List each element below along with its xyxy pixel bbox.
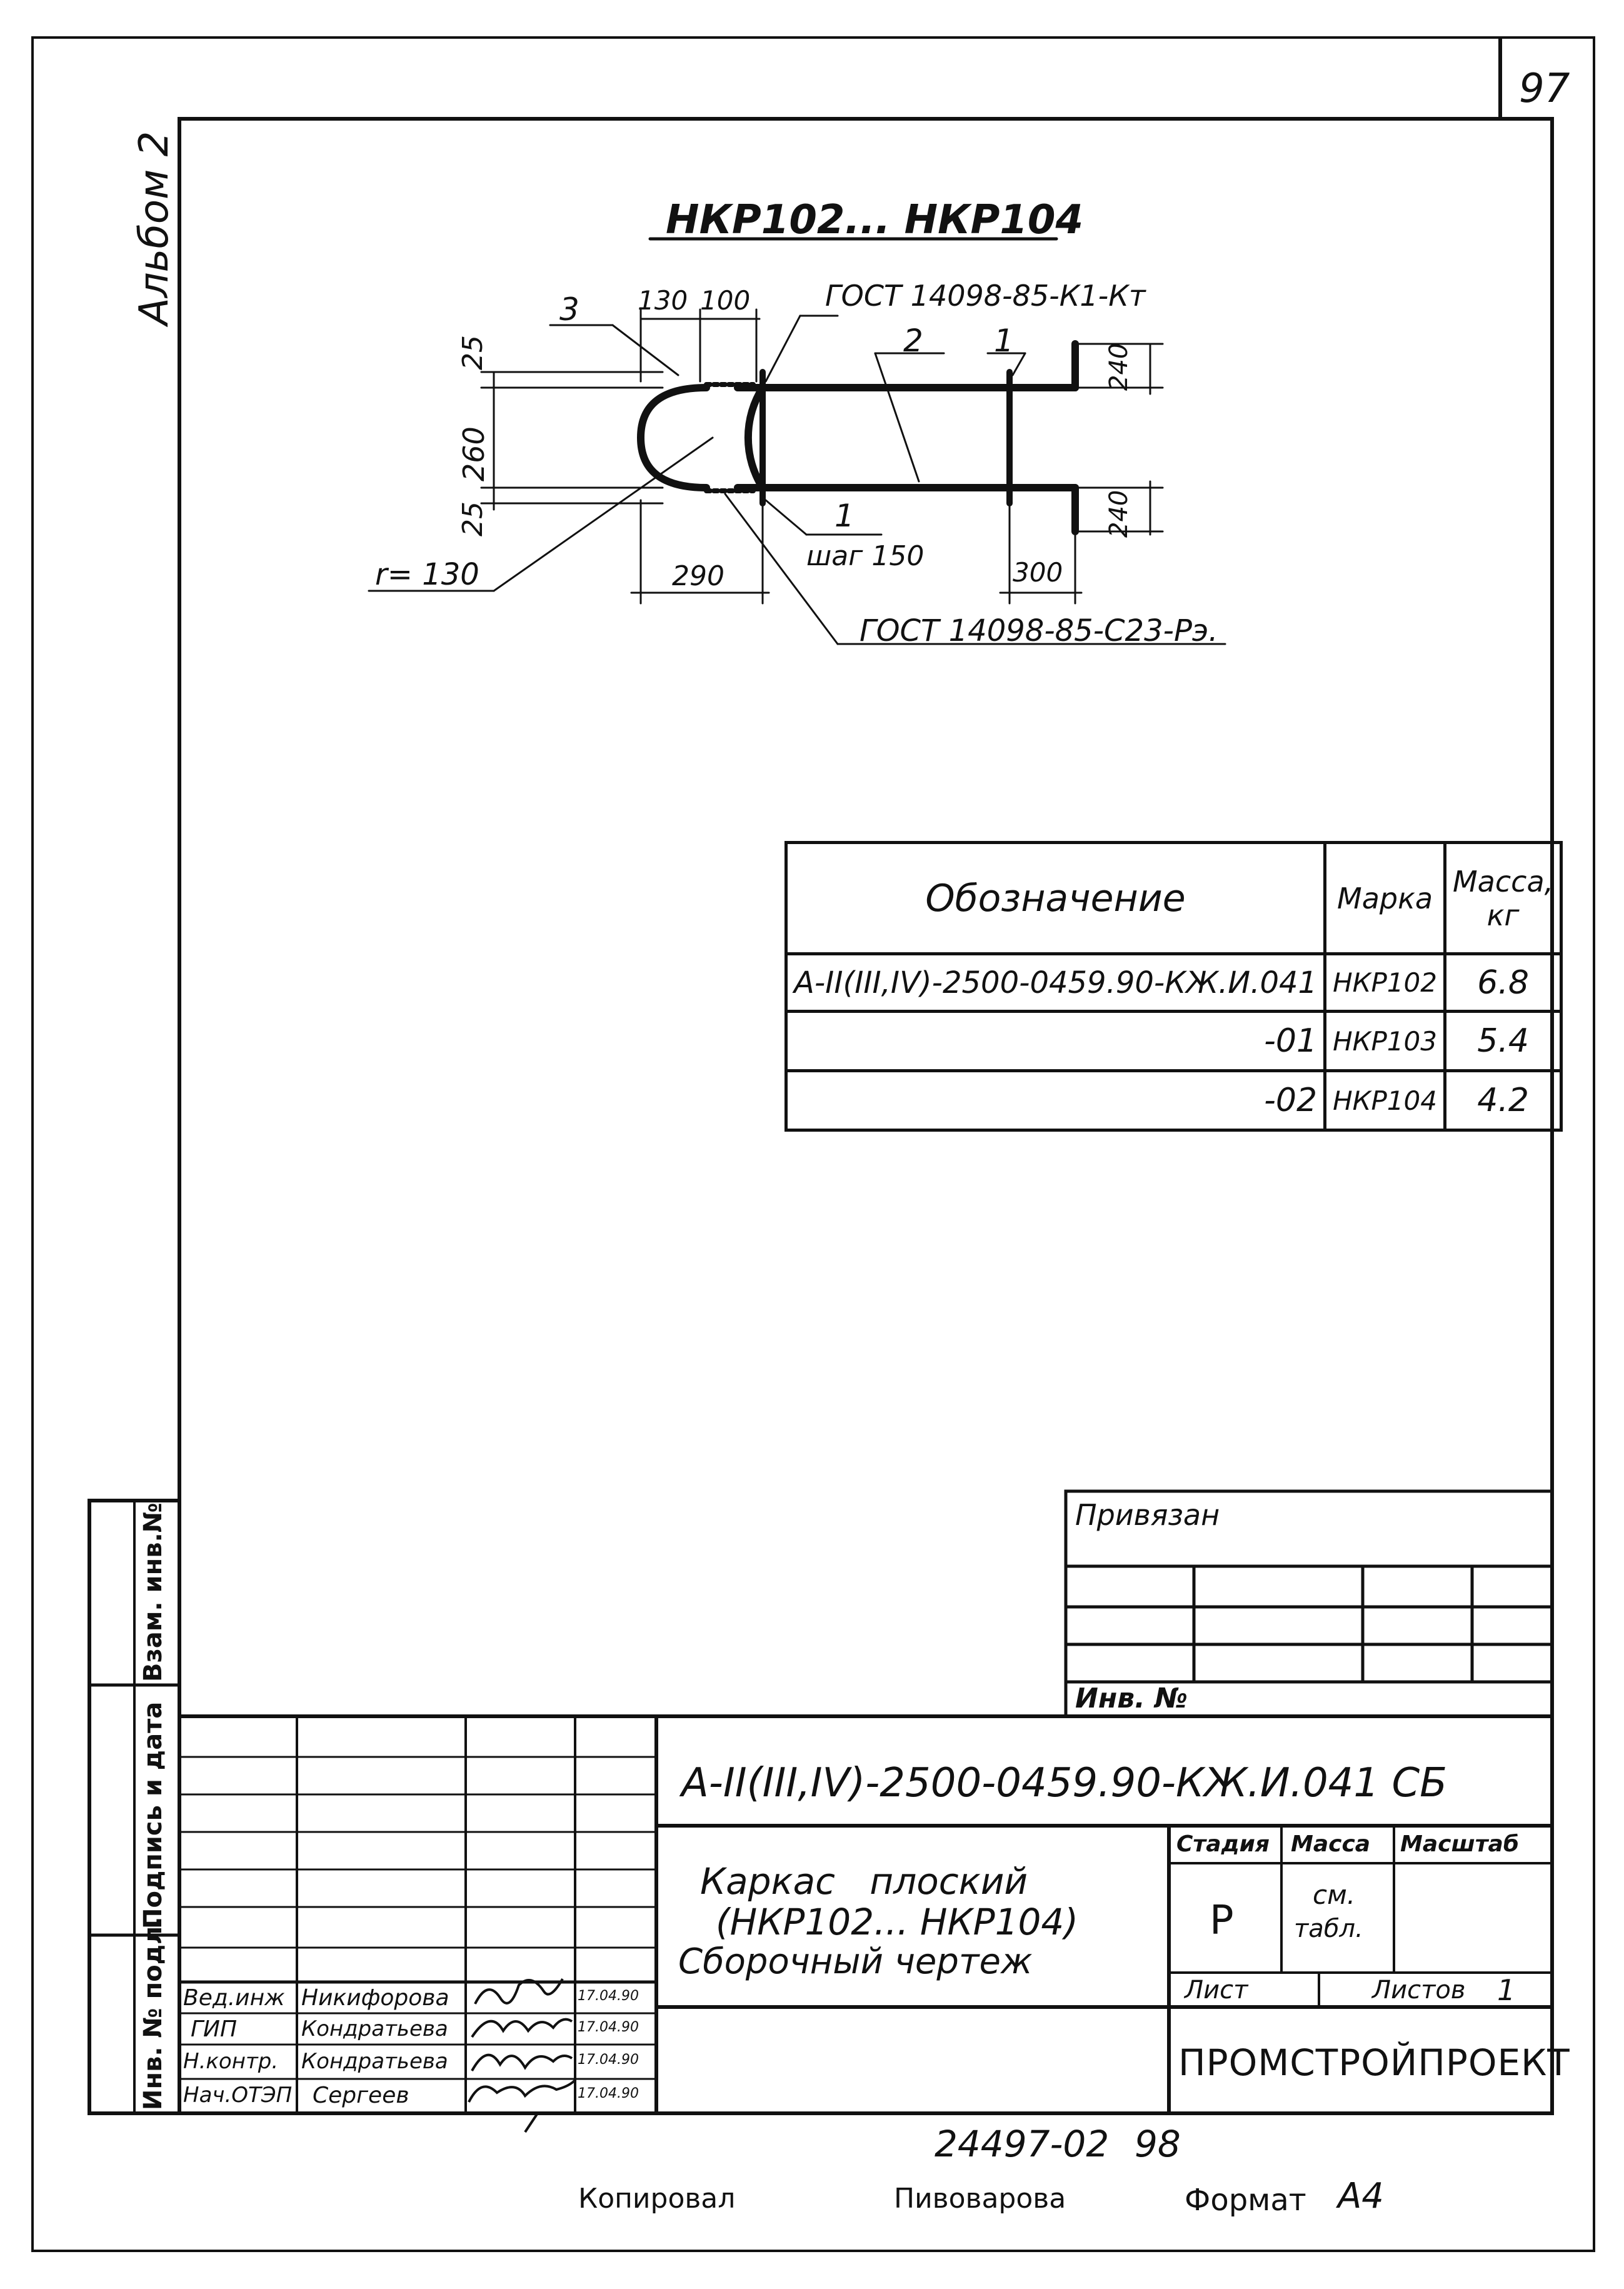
staff-role: Вед.инж (183, 1985, 285, 2011)
step-label: шаг 150 (806, 540, 925, 572)
mass-value-1: см. (1313, 1879, 1356, 1910)
staff-name: Кондратьева (301, 2016, 448, 2041)
inventory-label: Инв. № (1075, 1683, 1188, 1714)
staff-role: Н.контр. (183, 2049, 279, 2074)
album-label: Альбом 2 (131, 131, 178, 325)
stage-value: Р (1210, 1898, 1234, 1944)
leader-3-label: 3 (559, 291, 579, 328)
row-mark: НКР103 (1325, 1012, 1445, 1071)
drawing-title: НКР102... НКР104 (666, 197, 1083, 243)
signature-1 (475, 1979, 563, 2004)
copied-by-name: Пивоварова (894, 2183, 1066, 2215)
drawing-name-line3: Сборочный чертеж (678, 1941, 1033, 1982)
gost-bottom-label: ГОСТ 14098-85-С23-Рэ. (860, 613, 1218, 648)
dim-290: 290 (672, 560, 724, 592)
drawing-name-line1: Каркас плоский (700, 1860, 1028, 1903)
signature-2 (472, 2020, 572, 2037)
leader-1-top-label: 1 (994, 323, 1014, 359)
dim-300: 300 (1013, 557, 1063, 588)
staff-name: Сергеев (313, 2083, 409, 2108)
staff-name: Кондратьева (301, 2049, 448, 2074)
drawing-name-line2: (НКР102... НКР104) (716, 1901, 1078, 1943)
dim-25-bottom: 25 (457, 501, 489, 536)
bound-label: Привязан (1075, 1498, 1220, 1532)
side-stamp-replaced-inv: Взам. инв.№ (139, 1502, 168, 1682)
format-value: А4 (1338, 2176, 1384, 2216)
row-mark: НКР102 (1325, 954, 1445, 1012)
dim-240-bottom: 240 (1105, 490, 1133, 538)
header-mark: Марка (1325, 843, 1445, 954)
staff-name: Никифорова (301, 1985, 449, 2011)
gost-top-label: ГОСТ 14098-85-К1-Кт (825, 279, 1146, 313)
staff-date: 17.04.90 (578, 2020, 639, 2035)
staff-date: 17.04.90 (578, 1988, 639, 2004)
dim-100: 100 (700, 285, 751, 316)
radius-label: r= 130 (375, 557, 479, 592)
dim-130: 130 (638, 285, 688, 316)
sheets-value: 1 (1497, 1973, 1516, 2007)
sheet-label: Лист (1185, 1976, 1248, 2005)
mass-value-2: табл. (1294, 1914, 1363, 1943)
row-designation: -02 (786, 1071, 1325, 1130)
staff-role: Нач.ОТЭП (183, 2083, 293, 2108)
signature-3 (472, 2055, 572, 2071)
stage-label: Стадия (1176, 1831, 1270, 1857)
dim-240-top: 240 (1105, 343, 1133, 391)
row-designation: -01 (786, 1012, 1325, 1071)
row-mass: 5.4 (1445, 1012, 1561, 1071)
scale-label: Масштаб (1400, 1831, 1519, 1857)
staff-date: 17.04.90 (578, 2052, 639, 2068)
side-stamp-inv-orig: Инв. № подл. (139, 1916, 168, 2110)
row-designation: А-II(III,IV)-2500-0459.90-КЖ.И.041 (786, 954, 1325, 1012)
inventory-copy-number: 24497-02 (935, 2123, 1110, 2165)
document-code: А-II(III,IV)-2500-0459.90-КЖ.И.041 СБ (681, 1760, 1448, 1806)
side-stamp-signature-date: Подпись и дата (139, 1701, 168, 1929)
staff-date: 17.04.90 (578, 2086, 639, 2101)
sheets-label: Листов (1372, 1976, 1466, 2005)
copied-by-label: Копировал (578, 2183, 736, 2215)
format-label: Формат (1185, 2183, 1306, 2218)
page-number: 97 (1519, 66, 1570, 112)
leader-1-bottom-label: 1 (835, 498, 855, 534)
dim-260: 260 (457, 426, 491, 481)
organization-name: ПРОМСТРОЙПРОЕКТ (1178, 2041, 1570, 2084)
row-mark: НКР104 (1325, 1071, 1445, 1130)
header-mass: Масса, кг (1445, 843, 1561, 954)
header-designation: Обозначение (786, 843, 1325, 954)
row-mass: 4.2 (1445, 1071, 1561, 1130)
inventory-page: 98 (1135, 2123, 1181, 2165)
dim-25-top: 25 (457, 335, 489, 370)
row-mass: 6.8 (1445, 954, 1561, 1012)
staff-role: ГИП (191, 2016, 238, 2042)
signature-4 (469, 2080, 575, 2132)
leader-2-label: 2 (903, 323, 923, 359)
mass-label: Масса (1291, 1831, 1371, 1857)
